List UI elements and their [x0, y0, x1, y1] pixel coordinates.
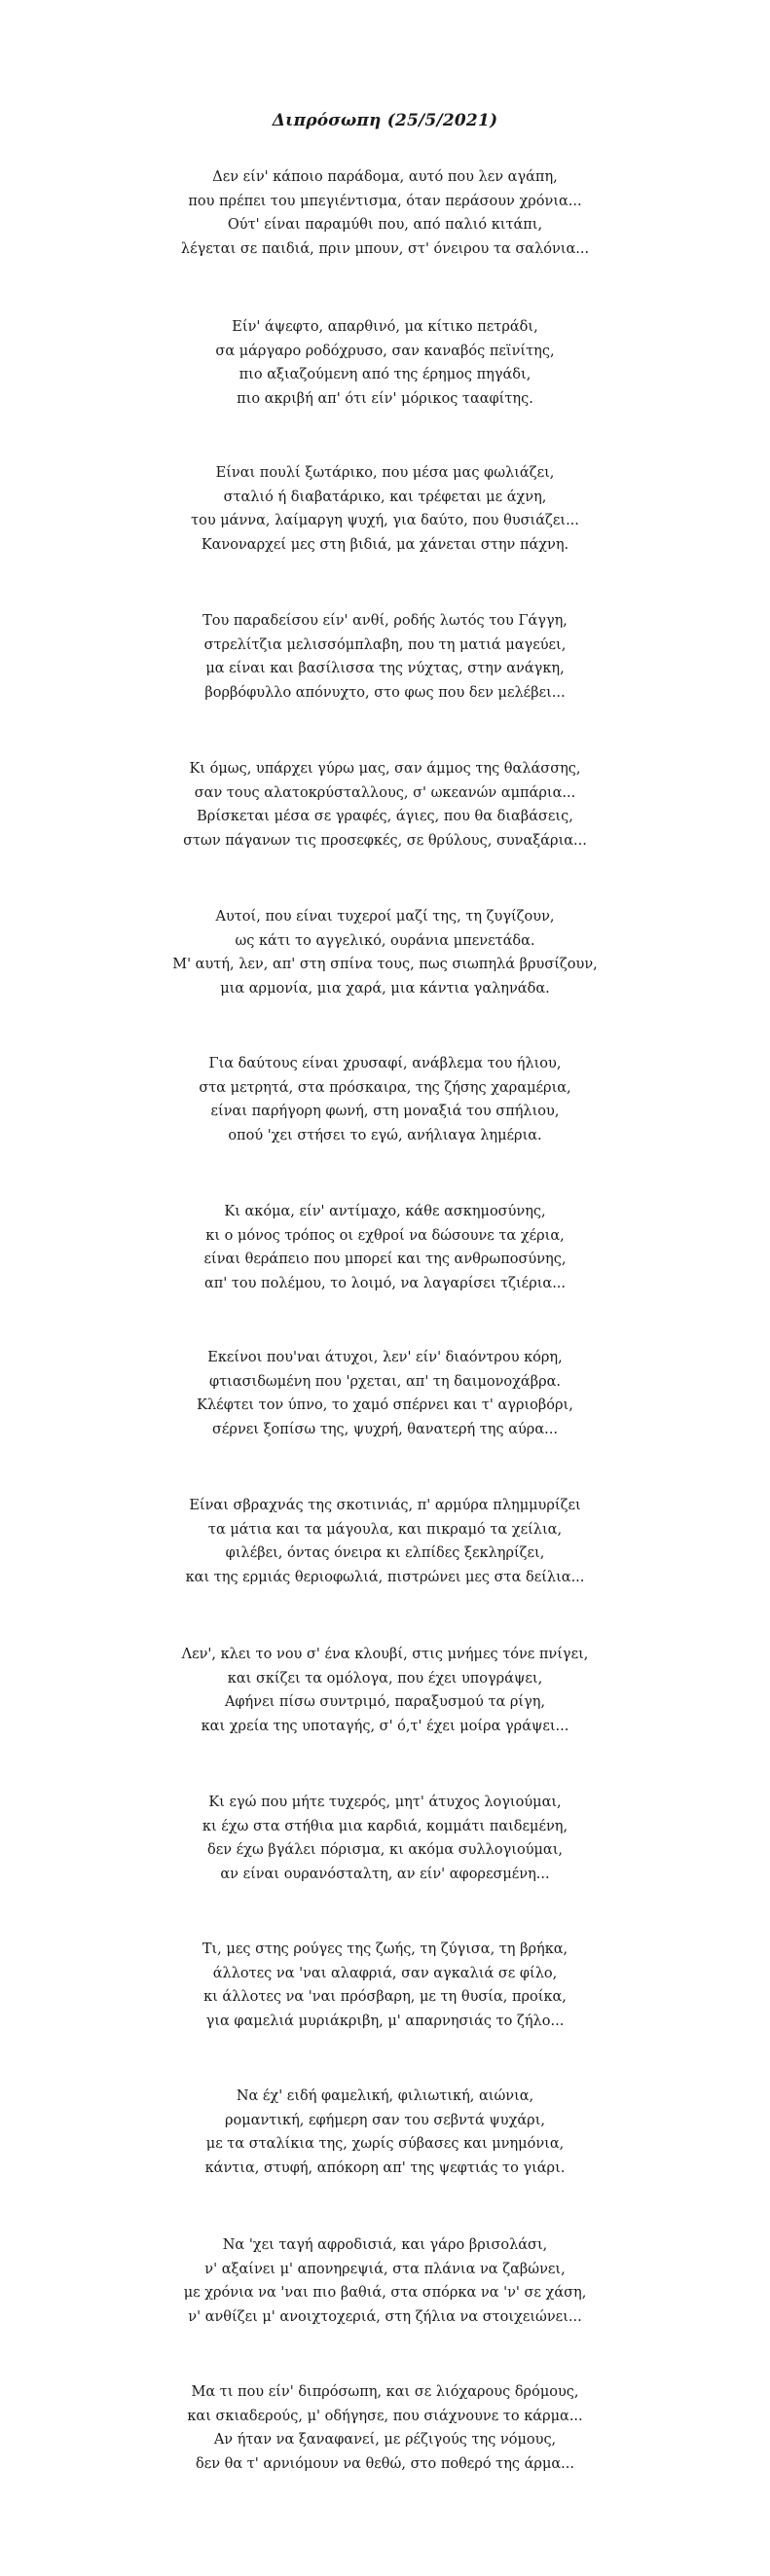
poem-line: ν' αξαίνει μ' απονηρεψιά, στα πλάνια να ζαβώνει,	[204, 2261, 566, 2277]
stanza	[0, 1791, 770, 1886]
poem-line: είναι θεράπειο που μπορεί και της ανθρωποσύνης,	[203, 1252, 567, 1267]
poem-line: Κι ακόμα, είν' αντίμαχο, κάθε ασκημοσύνης,	[224, 1204, 546, 1219]
poem-line: Κλέφτει τον ύπνο, το χαμό σπέρνει και τ' αγριοβόρι,	[197, 1397, 573, 1413]
poem-line: κι ο μόνος τρόπος οι εχθροί να δώσουνε τα χέρια,	[205, 1227, 565, 1244]
poem-line: για φαμελιά μυριάκριβη, μ' απαρνησιάς το ζήλο...	[205, 2013, 565, 2029]
poem-line: κάντια, στυφή, απόκορη απ' της ψεφτιάς το γιάρι.	[204, 2159, 566, 2176]
poem-line: σα μάργαρο ροδόχρυσο, σαν καναβός πεϊνίτης,	[215, 343, 555, 359]
poem-line: πιο αξιαζούμενη από της έρημος πηγάδι,	[238, 367, 532, 382]
poem-line: σαν τους αλατοκρύσταλλους, σ' ωκεανών αμπάρια...	[194, 784, 576, 801]
poem-line: Τι, μες στης ρούγες της ζωής, τη ζύγισα, τη βρήκα,	[202, 1941, 568, 1957]
poem-line: του μάννα, λαίμαργη ψυχή, για δαύτο, που θυσιάζει...	[191, 513, 579, 528]
poem-line: δεν θα τ' αρνιόμουν να θεθώ, στο ποθερό της άρμα...	[195, 2455, 574, 2472]
poem-line: στα μετρητά, στα πρόσκαιρα, της ζήσης χαραμέρια,	[199, 1079, 571, 1096]
poem-line: και σκιαδερούς, μ' οδήγησε, που σιάχνουνε το κάρμα...	[187, 2408, 583, 2424]
poem-line: που πρέπει του μπεγιέντισμα, όταν περάσουν χρόνια...	[188, 193, 582, 209]
poem-line: Βρίσκεται μέσα σε γραφές, άγιες, που θα διαβάσεις,	[197, 809, 573, 824]
poem-line: Είναι σβραχνάς της σκοτινιάς, π' αρμύρα πλημμυρίζει	[189, 1498, 581, 1513]
poem-line: και χρεία της υποταγής, σ' ό,τ' έχει μοίρα γράψει...	[201, 1718, 569, 1734]
poem-line: Κανοναρχεί μες στη βιδιά, μα χάνεται στην πάχνη.	[201, 536, 569, 553]
stanza	[0, 1346, 770, 1441]
poem-line: Κι εγώ που μήτε τυχερός, μητ' άτυχος λογιούμαι,	[208, 1795, 562, 1810]
stanza	[0, 461, 770, 557]
stanza	[0, 757, 770, 853]
poem-line: Μα τι που είν' διπρόσωπη, και σε λιόχαρους δρόμους,	[191, 2384, 579, 2400]
poem-line: Είν' άψεφτο, απαρθινό, μα κίτικο πετράδι,	[232, 319, 538, 335]
poem-line: τα μάτια και τα μάγουλα, και πικραμό τα χείλια,	[207, 1521, 563, 1538]
poem-line: αν είναι ουρανόσταλτη, αν είν' αφορεσμένη...	[220, 1866, 550, 1882]
stanza	[0, 1643, 770, 1738]
poem-line: σταλιό ή διαβατάρικο, και τρέφεται με άχνη,	[223, 489, 547, 505]
poem-line: Αφήνει πίσω συντριμό, παραξυσμού τα ρίγη,	[224, 1694, 546, 1710]
poem-line: απ' του πολέμου, το λοιμό, να λαγαρίσει τζιέρια...	[203, 1275, 567, 1291]
poem-line: δεν έχω βγάλει πόρισμα, κι ακόμα συλλογιούμαι,	[206, 1842, 564, 1858]
poem-line: Δεν είν' κάποιο παράδομα, αυτό που λεν αγάπη,	[212, 169, 558, 185]
poem-line: βορβόφυλλο απόνυχτο, στο φως που δεν μελέβει...	[204, 684, 566, 701]
stanza	[0, 315, 770, 411]
poem-line: ως κάτι το αγγελικό, ουράνια μπενετάδα.	[235, 932, 535, 949]
poem-line: λέγεται σε παιδιά, πριν μπουν, στ' όνειρου τα σαλόνια...	[180, 240, 590, 257]
stanza	[0, 2085, 770, 2180]
stanza	[0, 609, 770, 705]
poem-line: στρελίτζια μελισσόμπλαβη, που τη ματιά μαγεύει,	[203, 636, 567, 653]
poem-line: πιο ακριβή απ' ότι είν' μόρικος τααφίτης.	[237, 390, 533, 407]
poem-line: Εκείνοι που'ναι άτυχοι, λεν' είν' διαόντρου κόρη,	[207, 1350, 563, 1365]
stanza	[0, 1200, 770, 1295]
poem-line: μια αρμονία, μια χαρά, μια κάντια γαληνάδα.	[220, 980, 550, 997]
stanza	[0, 165, 770, 261]
poem-line: μα είναι και βασίλισσα της νύχτας, στην ανάγκη,	[205, 661, 565, 676]
poem-line: φιλέβει, όντας όνειρα κι ελπίδες ξεκληρίζει,	[225, 1545, 545, 1561]
poem-line: Λεν', κλει το νου σ' ένα κλουβί, στις μνήμες τόνε πνίγει,	[181, 1647, 589, 1662]
poem-line: στων πάγανων τις προσεφκές, σε θρύλους, συναξάρια...	[183, 832, 587, 849]
stanza	[0, 1052, 770, 1147]
poem-line: Μ' αυτή, λεν, απ' στη σπίνα τους, πως σιωπηλά βρυσίζουν,	[172, 957, 598, 972]
poem-line: φτιασιδωμένη που 'ρχεται, απ' τη δαιμονοχάβρα.	[208, 1373, 562, 1390]
stanza	[0, 905, 770, 1000]
poem-line: Αυτοί, που είναι τυχεροί μαζί της, τη ζυγίζουν,	[215, 909, 555, 925]
poem-line: με χρόνια να 'ναι πιο βαθιά, στα σπόρκα να 'ν' σε χάση,	[183, 2285, 587, 2301]
poem-line: με τα σταλίκια της, χωρίς σύβασες και μνημόνια,	[205, 2136, 565, 2152]
poem-line: Να 'χει ταγή αφροδισιά, και γάρο βρισολάσι,	[222, 2237, 548, 2253]
stanza	[0, 2380, 770, 2476]
poem-line: κι έχω στα στήθια μια καρδιά, κομμάτι παιδεμένη,	[202, 1818, 568, 1834]
poem-line: Είναι πουλί ξωτάρικο, που μέσα μας φωλιάζει,	[215, 465, 555, 481]
poem-title: Διπρόσωπη (25/5/2021)	[272, 111, 498, 130]
poem-line: Του παραδείσου είν' ανθί, ροδής λωτός του Γάγγη,	[202, 613, 568, 629]
poem-line: σέρνει ξοπίσω της, ψυχρή, θανατερή της αύρα...	[212, 1421, 558, 1437]
stanza	[0, 1938, 770, 2033]
stanza	[0, 1494, 770, 1589]
poem-line: και σκίζει τα ομόλογα, που έχει υπογράψει,	[227, 1670, 543, 1687]
poem-line: είναι παρήγορη φωνή, στη μοναξιά του σπήλιου,	[210, 1104, 560, 1119]
poem-line: κι άλλοτες να 'ναι πρόσβαρη, με τη θυσία, προίκα,	[203, 1989, 567, 2005]
poem-line: άλλοτες να 'ναι αλαφριά, σαν αγκαλιά σε φίλο,	[212, 1965, 558, 1981]
poem-line: ν' ανθίζει μ' ανοιχτοχεριά, στη ζήλια να στοιχειώνει...	[188, 2308, 582, 2325]
poem-line: ρομαντική, εφήμερη σαν του σεβντά ψυχάρι,	[225, 2112, 545, 2128]
poem-line: και της ερμιάς θεριοφωλιά, πιστρώνει μες στα δείλια...	[185, 1569, 585, 1585]
poem-line: Για δαύτους είναι χρυσαφί, ανάβλεμα του ήλιου,	[208, 1056, 562, 1071]
poem-line: Ούτ' είναι παραμύθι που, από παλιό κιτάπι,	[227, 217, 543, 233]
poem-line: οπού 'χει στήσει το εγώ, ανήλιαγα λημέρια.	[228, 1127, 542, 1143]
poem-line: Να έχ' ειδή φαμελική, φιλιωτική, αιώνια,	[236, 2088, 534, 2104]
stanza	[0, 2233, 770, 2329]
poem-line: Κι όμως, υπάρχει γύρω μας, σαν άμμος της θαλάσσης,	[189, 761, 581, 777]
poem-line: Αν ήταν να ξαναφανεί, με ρέζιγούς της νόμους,	[213, 2432, 557, 2448]
